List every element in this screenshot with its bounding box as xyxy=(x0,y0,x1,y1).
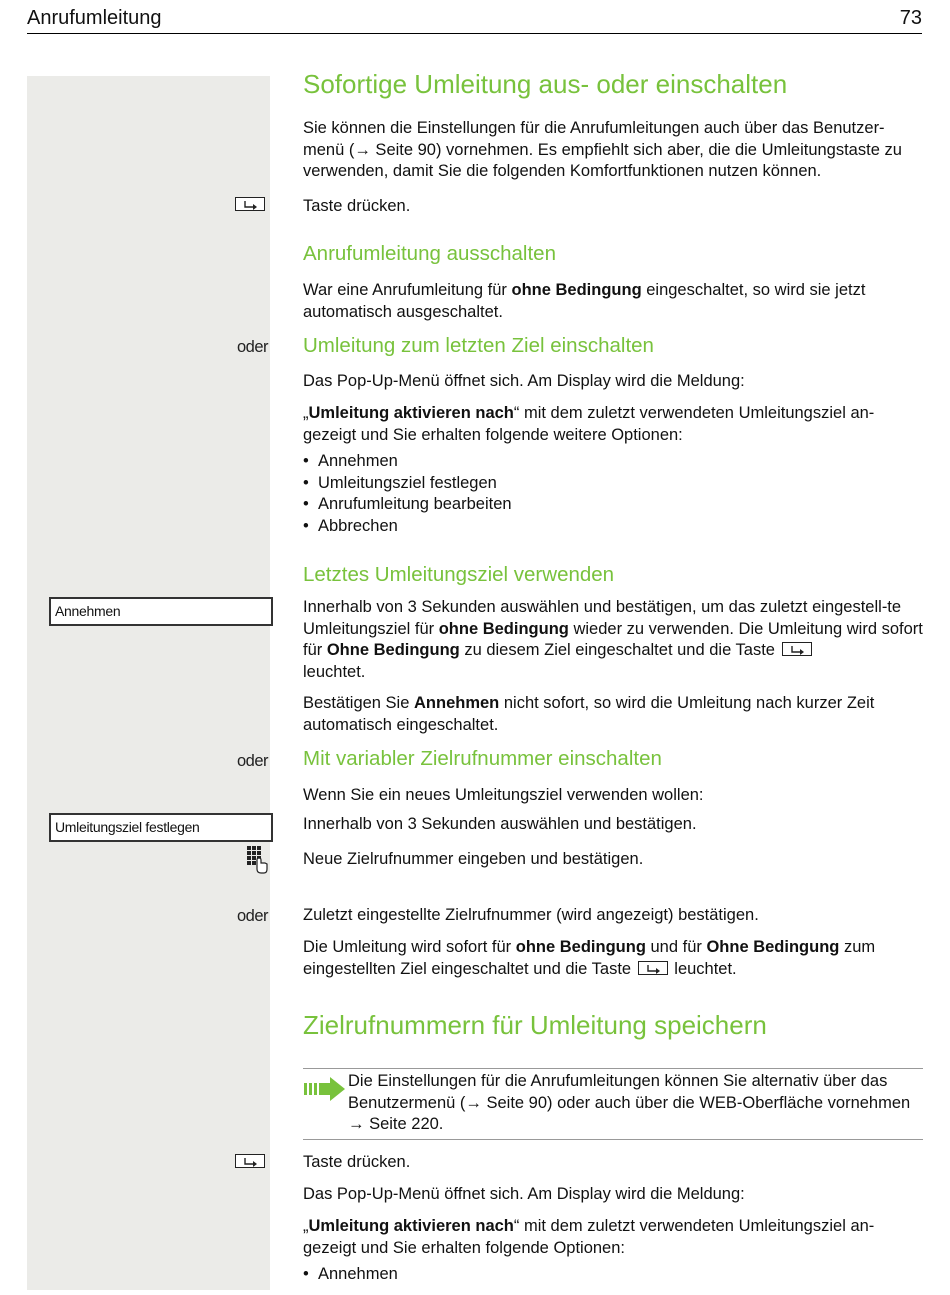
section-title: Zielrufnummern für Umleitung speichern xyxy=(303,1010,767,1040)
paragraph: War eine Anrufumleitung für ohne Bedingung eingeschaltet, so wird sie jetzt automatisch ausgeschaltet. xyxy=(303,281,866,321)
instruction-text: Taste drücken. xyxy=(303,197,411,215)
page-number: 73 xyxy=(899,7,922,29)
note-arrow-icon xyxy=(304,1076,346,1102)
forward-key-icon xyxy=(235,197,265,211)
list-item: • Umleitungsziel festlegen xyxy=(303,473,923,495)
list-item: • Annehmen xyxy=(303,451,923,473)
paragraph: Innerhalb von 3 Sekunden auswählen und bestätigen, um das zuletzt eingestell-te Umleitungsziel für ohne Bedingung wieder zu verwenden. Die Umleitung wird sofort für Ohne Bedingung zu diesem Ziel eingeschaltet und die Taste leuchtet. xyxy=(303,598,923,681)
annehmen-key[interactable]: Annehmen xyxy=(49,597,273,626)
subsection-title: Letztes Umleitungsziel verwenden xyxy=(303,563,615,586)
note-bottom-rule xyxy=(303,1139,923,1140)
paragraph: Bestätigen Sie Annehmen nicht sofort, so wird die Umleitung nach kurzer Zeit automatisch eingeschaltet. xyxy=(303,694,875,734)
paragraph: Die Umleitung wird sofort für ohne Bedingung und für Ohne Bedingung zum eingestellten Ziel eingeschaltet und die Taste leuchtet. xyxy=(303,938,876,978)
paragraph: Neue Zielrufnummer eingeben und bestätigen. xyxy=(303,850,644,868)
intro-paragraph: Sie können die Einstellungen für die Anrufumleitungen auch über das Benutzer-menü (→ Seite 90) vornehmen. Es empfiehlt sich aber, die die Umleitungstaste zu verwenden, damit Sie die folgenden Komfortfunktionen nutzen können. xyxy=(303,119,902,180)
options-list xyxy=(303,451,923,537)
forward-key-icon xyxy=(638,961,668,975)
paragraph: „Umleitung aktivieren nach“ mit dem zuletzt verwendeten Umleitungsziel an-gezeigt und Sie erhalten folgende weitere Optionen: xyxy=(303,404,875,444)
oder-label: oder xyxy=(236,338,268,356)
subsection-title: Mit variabler Zielrufnummer einschalten xyxy=(303,747,662,770)
paragraph: Das Pop-Up-Menü öffnet sich. Am Display wird die Meldung: xyxy=(303,1185,745,1203)
note-text: Die Einstellungen für die Anrufumleitungen können Sie alternativ über das Benutzermenü (→ Seite 90) oder auch über die WEB-Oberfläche vornehmen → Seite 220. xyxy=(348,1072,911,1133)
paragraph: Innerhalb von 3 Sekunden auswählen und bestätigen. xyxy=(303,815,697,833)
paragraph: „Umleitung aktivieren nach“ mit dem zuletzt verwendeten Umleitungsziel an-gezeigt und Sie erhalten folgende Optionen: xyxy=(303,1217,875,1257)
oder-label: oder xyxy=(236,907,268,925)
header-divider xyxy=(27,33,922,34)
forward-key-icon xyxy=(782,642,812,656)
paragraph: Zuletzt eingestellte Zielrufnummer (wird angezeigt) bestätigen. xyxy=(303,906,759,924)
section-title: Sofortige Umleitung aus- oder einschalten xyxy=(303,69,788,99)
oder-label: oder xyxy=(236,752,268,770)
forward-key-icon xyxy=(235,1154,265,1168)
paragraph: Das Pop-Up-Menü öffnet sich. Am Display wird die Meldung: xyxy=(303,372,745,390)
list-item: • Annehmen xyxy=(303,1264,923,1286)
options-list xyxy=(303,1264,923,1286)
instruction-text: Taste drücken. xyxy=(303,1153,411,1171)
subsection-title: Anrufumleitung ausschalten xyxy=(303,242,556,265)
keypad-icon xyxy=(246,846,268,874)
list-item: • Anrufumleitung bearbeiten xyxy=(303,494,923,516)
paragraph: Wenn Sie ein neues Umleitungsziel verwenden wollen: xyxy=(303,786,704,804)
page-header-title: Anrufumleitung xyxy=(27,7,162,29)
note-top-rule xyxy=(303,1068,923,1069)
umleitungsziel-festlegen-key[interactable]: Umleitungsziel festlegen xyxy=(49,813,273,842)
subsection-title: Umleitung zum letzten Ziel einschalten xyxy=(303,334,654,357)
sidebar-column xyxy=(27,76,270,1290)
list-item: • Abbrechen xyxy=(303,516,923,538)
